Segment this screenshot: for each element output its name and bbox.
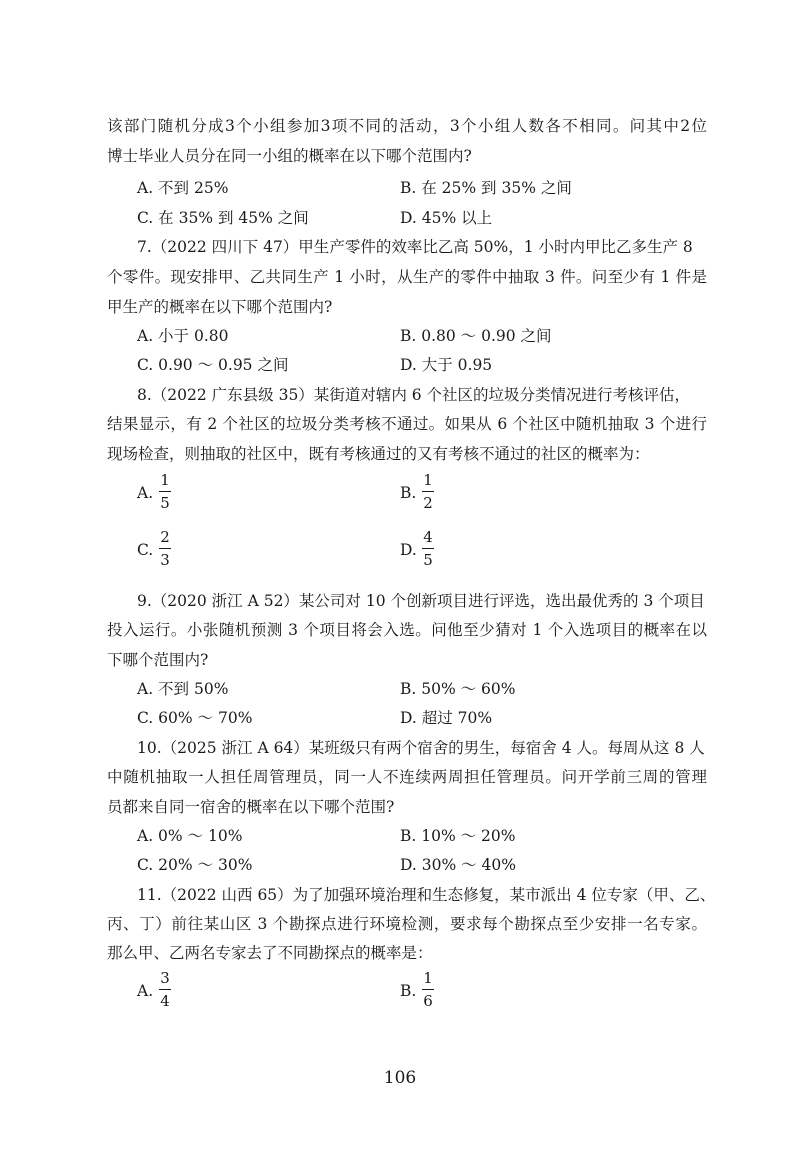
q9-option-c: C. 60% ～ 70%	[137, 709, 253, 727]
q8-line-3: 现场检查，则抽取的社区中，既有考核通过的又有考核不通过的社区的概率为：	[107, 445, 650, 463]
q9-line-3: 下哪个范围内?	[107, 651, 209, 669]
q10-line-3: 员都来自同一宿舍的概率在以下哪个范围?	[107, 798, 395, 816]
q8-option-b-label: B.	[400, 484, 417, 502]
q11-line-3: 那么甲、乙两名专家去了不同勘探点的概率是：	[107, 944, 433, 962]
q9-line-1: 9.（2020 浙江 A 52）某公司对 10 个创新项目进行评选，选出最优秀的 3 个项目	[137, 592, 705, 610]
q9-line-2: 投入运行。小张随机预测 3 个项目将会入选。问他至少猜对 1 个入选项目的概率在以	[107, 621, 707, 639]
intro-line-2: 博士毕业人员分在同一小组的概率在以下哪个范围内?	[107, 147, 472, 165]
q8-option-d-label: D.	[400, 541, 417, 559]
q8-option-d-numerator: 4	[423, 528, 433, 546]
q8-option-c-fraction	[159, 527, 171, 570]
q10-line-2: 中随机抽取一人担任周管理员，同一人不连续两周担任管理员。问开学前三周的管理	[107, 768, 707, 786]
page-number: 106	[383, 1068, 417, 1088]
q7-option-a: A. 小于 0.80	[137, 327, 229, 345]
q7-option-c: C. 0.90 ～ 0.95 之间	[137, 356, 289, 374]
q8-option-a-label: A.	[137, 484, 154, 502]
q11-option-a-denominator: 4	[160, 992, 170, 1010]
q8-option-d-fraction	[422, 527, 434, 570]
q8-option-d-denominator: 5	[423, 551, 433, 569]
q7-line-3: 甲生产的概率在以下哪个范围内?	[107, 298, 333, 316]
q9-option-b: B. 50% ～ 60%	[400, 680, 516, 698]
q9-option-d: D. 超过 70%	[400, 709, 493, 727]
fraction-bar	[422, 491, 434, 492]
prev-option-d: D. 45% 以上	[400, 209, 493, 227]
fraction-bar	[159, 548, 171, 549]
q11-option-a-fraction	[159, 968, 171, 1011]
q11-option-b-fraction	[422, 968, 434, 1011]
q10-line-1: 10.（2025 浙江 A 64）某班级只有两个宿舍的男生，每宿舍 4 人。每周从这 8 人	[137, 739, 705, 757]
q8-option-c-denominator: 3	[160, 551, 170, 569]
q11-option-a-numerator: 3	[160, 969, 170, 987]
q7-option-b: B. 0.80 ～ 0.90 之间	[400, 327, 552, 345]
q7-line-2: 个零件。现安排甲、乙共同生产 1 小时，从生产的零件中抽取 3 件。问至少有 1 件是	[107, 268, 707, 286]
q8-option-a-fraction	[159, 470, 171, 513]
q11-option-b-label: B.	[400, 982, 417, 1000]
q7-line-1: 7.（2022 四川下 47）甲生产零件的效率比乙高 50%，1 小时内甲比乙多生产 8	[137, 238, 693, 256]
q8-option-b-denominator: 2	[423, 494, 433, 512]
q11-option-b-denominator: 6	[423, 992, 433, 1010]
q8-option-b-fraction	[422, 470, 434, 513]
q8-option-c-numerator: 2	[160, 528, 170, 546]
q10-option-d: D. 30% ～ 40%	[400, 856, 516, 874]
q11-line-1: 11.（2022 山西 65）为了加强环境治理和生态修复，某市派出 4 位专家（甲、乙、	[137, 886, 716, 904]
q7-option-d: D. 大于 0.95	[400, 356, 493, 374]
q10-option-c: C. 20% ～ 30%	[137, 856, 253, 874]
q8-option-a-denominator: 5	[160, 494, 170, 512]
q8-line-1: 8.（2022 广东县级 35）某街道对辖内 6 个社区的垃圾分类情况进行考核评估，	[137, 386, 691, 404]
prev-option-c: C. 在 35% 到 45% 之间	[137, 209, 309, 227]
q10-option-a: A. 0% ～ 10%	[137, 827, 243, 845]
q9-option-a: A. 不到 50%	[137, 680, 229, 698]
q8-option-b-numerator: 1	[423, 471, 433, 489]
q11-option-b-numerator: 1	[423, 969, 433, 987]
fraction-bar	[159, 989, 171, 990]
q8-option-a-numerator: 1	[160, 471, 170, 489]
q11-option-a-label: A.	[137, 982, 154, 1000]
q8-option-c-label: C.	[137, 541, 154, 559]
prev-option-a: A. 不到 25%	[137, 179, 229, 197]
intro-line-1: 该部门随机分成3个小组参加3项不同的活动，3个小组人数各不相同。问其中2位	[107, 117, 707, 135]
fraction-bar	[159, 491, 171, 492]
fraction-bar	[422, 989, 434, 990]
fraction-bar	[422, 548, 434, 549]
q10-option-b: B. 10% ～ 20%	[400, 827, 516, 845]
prev-option-b: B. 在 25% 到 35% 之间	[400, 179, 572, 197]
q8-line-2: 结果显示，有 2 个社区的垃圾分类考核不通过。如果从 6 个社区中随机抽取 3 个进行	[107, 415, 707, 433]
q11-line-2: 丙、丁）前往某山区 3 个勘探点进行环境检测，要求每个勘探点至少安排一名专家。	[107, 915, 707, 933]
